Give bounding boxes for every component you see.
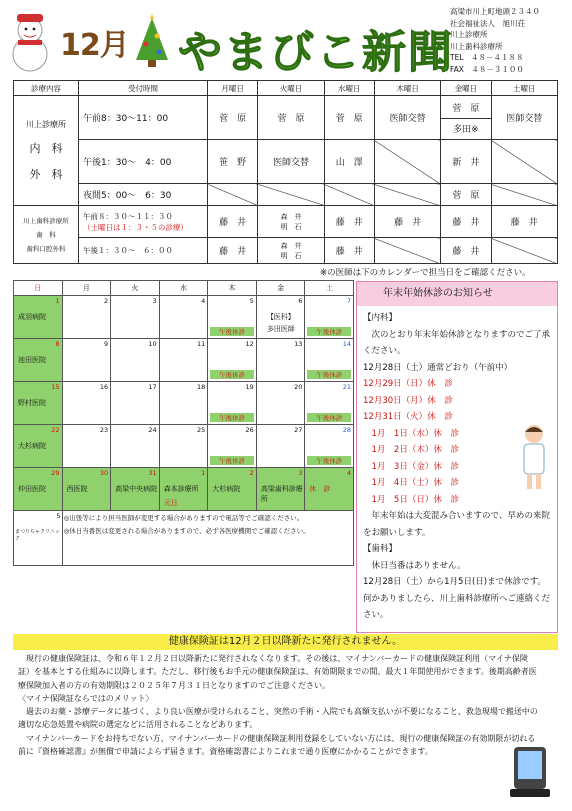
tree-icon	[132, 14, 172, 69]
duty-hospital: 西医院	[66, 485, 88, 493]
calendar-day-header: 月	[62, 281, 111, 296]
year-end-notice	[356, 281, 558, 633]
afternoon-closed-label: 午後休診	[210, 456, 254, 465]
month-label: 12月	[60, 28, 129, 63]
calendar-cell: 7 午後休診	[305, 296, 354, 339]
afternoon-closed-label: 午後休診	[210, 413, 254, 422]
duty-hospital: 仲田医院	[18, 485, 46, 493]
calendar-cell: 20	[256, 382, 305, 425]
calendar-cell: 27	[256, 425, 305, 468]
newsletter-title: やまびこ新聞	[178, 27, 454, 78]
calendar-cell: 5 午後休診	[208, 296, 257, 339]
header	[0, 0, 572, 80]
calendar-cell: 10	[111, 339, 160, 382]
notice-line: 年末年始は大変混み合いますので、早めの来院をお願いします。	[363, 511, 550, 538]
calendar-cell: 21 午後休診	[305, 382, 354, 425]
afternoon-closed-label: 午後休診	[307, 413, 351, 422]
calendar-cell: 22 大杉病院	[14, 425, 63, 468]
duty-hospital: 大杉病院	[212, 485, 241, 493]
snowman-icon	[5, 10, 55, 72]
calendar-cell: 18	[159, 382, 208, 425]
duty-hospital: 野村医院	[18, 399, 46, 407]
calendar-day-header: 金	[256, 281, 305, 296]
notice-line: 次のとおり年末年始休診となりますのでご了承ください。	[363, 329, 551, 356]
calendar-cell: 30 西医院	[62, 468, 111, 511]
duty-hospital: 休 診	[309, 485, 331, 493]
calendar-cell: 16	[62, 382, 111, 425]
calendar-day-header: 木	[208, 281, 257, 296]
calendar-cell: 23	[62, 425, 111, 468]
calendar-cell: 28 午後休診	[305, 425, 354, 468]
calendar-cell: 17	[111, 382, 160, 425]
calendar-cell: 3 高梁歯科診療所	[256, 468, 305, 511]
calendar-cell: 26 午後休診	[208, 425, 257, 468]
duty-hospital: 池田医院	[18, 356, 46, 364]
notice-line: 1月 1日（水）休 診	[363, 428, 459, 439]
notice-line: 1月 4日（土）休 診	[363, 478, 459, 488]
notice-line: 1月 5日（日）休 診	[363, 494, 459, 505]
notice-line: 12月28日（土）通常どおり（午前中）	[363, 362, 513, 373]
afternoon-closed-label: 午後休診	[210, 370, 254, 379]
calendar-cell: 6 【医科】 多田医師	[256, 296, 305, 339]
insurance-body: 現行の健康保険証は、令和６年１２月２日以降新たに発行されなくなります。その後は、マイナンバーカードの健康保険証利用（マイナ保険証）を基本とする仕組みに以降します。ただし、移行後もお手元の健康保険証は、有効期限までの間、最大１年間使用ができます。後期高齢者医療保険加入者の方の有効期限は２０２５年７月３１日となりますのでご注意ください。 〈マイナ保険証ならではのメリット〉 過去のお薬・診療データに基づく、より良い医療が受けられること、突然の手術・入院でも高額支払いが不要になること、救急現場で搬送中の適切な応急処置や病院の選定などに活用されることなどあります。 マイナンバーカードをお持ちでない方、マイナンバーカードの健康保険証利用登録をしていない方には、現行の健康保険証の有効期限が切れる前に『資格確認書』が無償で申請によらず届きます。資格確認書によりこれまで通り医療にかかることができます。	[18, 654, 538, 757]
notice-line: 1月 2日（木）休 診	[363, 445, 459, 455]
notice-line: 【歯科】	[363, 544, 398, 554]
calendar-day-header: 水	[159, 281, 208, 296]
notice-line: 休日当番はありません。	[363, 560, 466, 571]
schedule-note: ※の医師は下のカレンダーで担当日をご確認ください。	[320, 268, 531, 278]
notice-line: 【内科】	[363, 313, 398, 323]
afternoon-closed-label: 午後休診	[307, 327, 351, 336]
calendar-cell: 1 成羽病院	[14, 296, 63, 339]
duty-hospital: 高梁歯科診療所	[260, 485, 303, 503]
calendar-cell: 8 池田医院	[14, 339, 63, 382]
calendar-day-header: 土	[305, 281, 354, 296]
calendar-cell: 14 午後休診	[305, 339, 354, 382]
calendar-cell: 4	[159, 296, 208, 339]
notice-line: 12月30日（月）休 診	[363, 395, 453, 406]
card-reader-icon	[510, 745, 550, 800]
duty-hospital: 高梁中央病院	[115, 485, 158, 493]
notice-line: 12月31日（火）休 診	[363, 412, 453, 422]
calendar-cell: 4 休 診	[305, 468, 354, 511]
nurse-illustration	[517, 422, 551, 492]
notice-heading: 年末年始休診のお知らせ	[357, 282, 557, 306]
calendar-cell: 25	[159, 425, 208, 468]
afternoon-closed-label: 午後休診	[210, 327, 254, 336]
calendar-cell: 15 野村医院	[14, 382, 63, 425]
calendar-day-header: 火	[111, 281, 160, 296]
clinic-cell: 川上診療所 内 科 外 科	[14, 96, 79, 206]
calendar-cell: 2 大杉病院	[208, 468, 257, 511]
calendar-cell: 29 仲田医院	[14, 468, 63, 511]
calendar-cell: 2	[62, 296, 111, 339]
notice-line: 1月 3日（金）休 診	[363, 461, 459, 472]
afternoon-closed-label: 午後休診	[307, 370, 351, 379]
afternoon-closed-label: 午後休診	[307, 456, 351, 465]
notice-line: 12月28日（土）から1月5日(日)まで休診です。何かありましたら、川上歯科診療所へご連絡ください。	[363, 577, 551, 620]
duty-hospital: 大杉病院	[18, 442, 46, 450]
calendar-cell: 11	[159, 339, 208, 382]
calendar-cell: 31 高梁中央病院	[111, 468, 160, 511]
notice-line: 12月29日（日）休 診	[363, 379, 453, 389]
calendar-day-header: 日	[14, 281, 63, 296]
duty-hospital: 森本診療所	[163, 485, 199, 493]
calendar-cell: 1 森本診療所 元日	[159, 468, 208, 511]
schedule-table: 診療内容 受付時間 月曜日 火曜日 水曜日 木曜日 金曜日 土曜日 川上診療所 内 科 外 科 午前8：30〜11：00 菅 原 菅 原 菅 原 医師交替 菅 原 多田※ 医師交替 午後1：30〜 4：00 笹 野 医師交替 山 澤 新 井 夜間5：00〜 6：30 菅 原 川上歯科診療所 歯 科 歯科口腔外科 午前８：３０〜１１：３０ （土曜日は１：３・５の診療） 藤 井 森 井 明 石 藤 井 藤 井 藤 井 藤 井 午後１：３０〜 ６：００ 藤 井 森 井 明 石 藤 井 藤 井	[13, 80, 558, 264]
calendar-cell: 3	[111, 296, 160, 339]
duty-hospital: 成羽病院	[18, 313, 46, 321]
insurance-heading: 健康保険証は12月２日以降新たに発行されません。	[13, 634, 558, 650]
contact-info: 高梁市川上町地頭２３４０ 社会福祉法人 旭川荘 川上診療所 川上歯科診療所 TEL ４８－４１８８ FAX ４８－３１００	[450, 7, 540, 74]
calendar-cell: 24	[111, 425, 160, 468]
calendar-cell: 9	[62, 339, 111, 382]
duty-hospital: 【医科】	[266, 313, 295, 321]
calendar-cell: 12 午後休診	[208, 339, 257, 382]
calendar-cell: 13	[256, 339, 305, 382]
calendar-cell: 19 午後休診	[208, 382, 257, 425]
holiday-calendar: 日 月 火 水 木 金 土 1 成羽病院 2 3 4 5 午後休診 6 【医科】 多田医師 7 午後休診 8 池田医院 9 10 11 12 午後休診 13 14 午後休診 15 野村医院 16 17 18 19 午後休診 20 21 午後休診 22 大杉病院 23 24 25 26 午後休診 27 28 午後休診 29 仲田医院 30 西医院 31 高梁中央病院 1 森本診療所 元日 2 大杉病院 3 高梁歯科診療所 4 休 診 5 まつりちゃクリニック ◎出張等により担当医師が変更する場合がありますので電話等でご確認ください。 ◎休日当番医は変更される場合がありますので、必ず各医療機関でご確認ください。	[13, 280, 354, 566]
